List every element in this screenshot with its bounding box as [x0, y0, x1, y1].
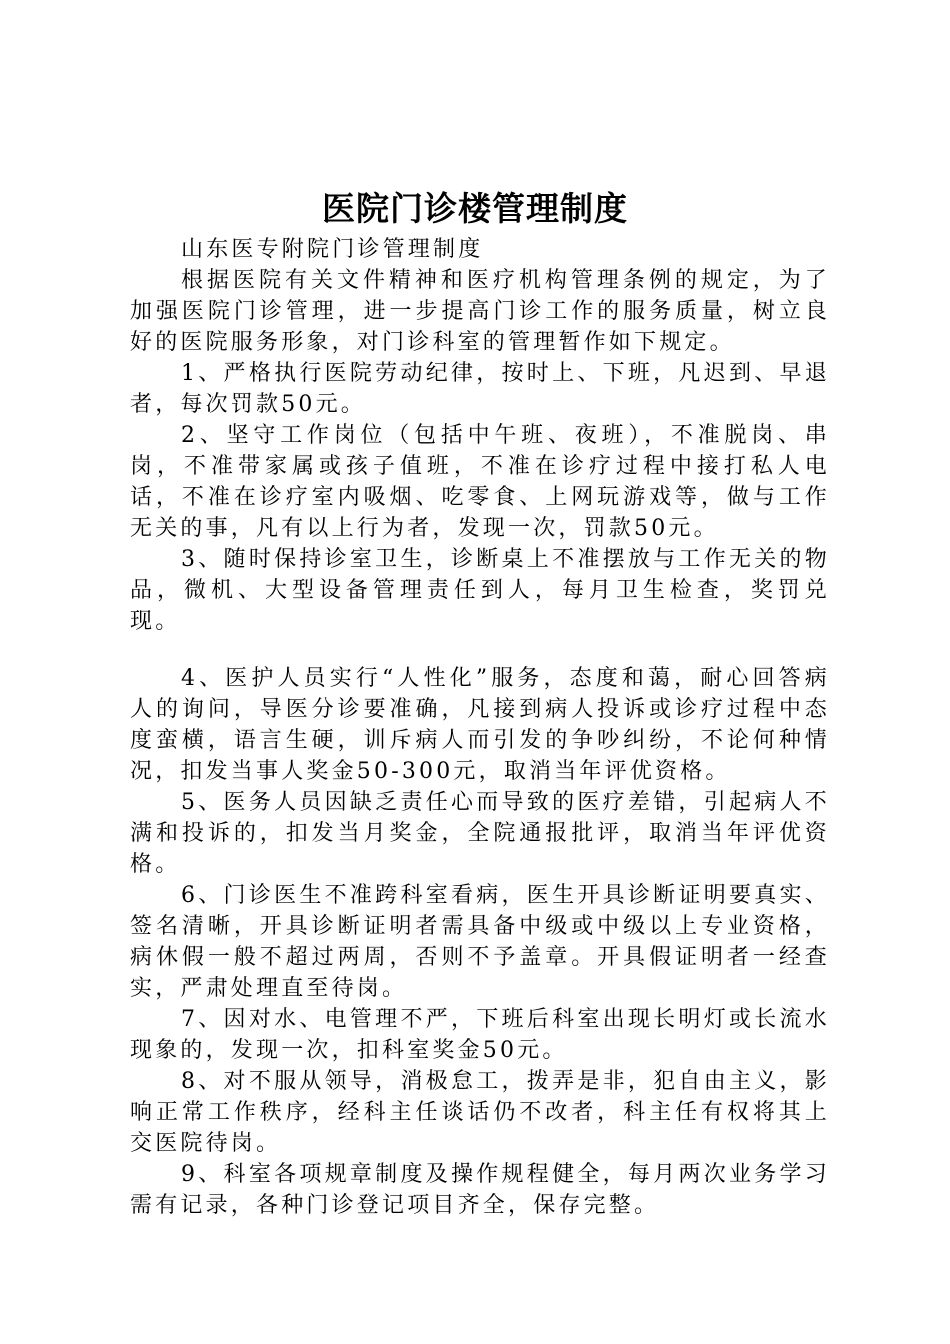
paragraph-rule-3: 3、随时保持诊室卫生，诊断桌上不准摆放与工作无关的物品，微机、大型设备管理责任到人，每月卫生检查，奖罚兑现。 [130, 547, 830, 634]
paragraph-subtitle: 山东医专附院门诊管理制度 [181, 237, 484, 262]
paragraph-rule-9: 9、科室各项规章制度及操作规程健全，每月两次业务学习需有记录，各种门诊登记项目齐全，保存完整。 [130, 1162, 830, 1218]
paragraph-rule-5: 5、医务人员因缺乏责任心而导致的医疗差错，引起病人不满和投诉的，扣发当月奖金，全院通报批评，取消当年评优资格。 [130, 790, 830, 877]
paragraph-rule-4: 4、医护人员实行“人性化”服务，态度和蔼，耐心回答病人的询问，导医分诊要准确，凡接到病人投诉或诊疗过程中态度蛮横，语言生硬，训斥病人而引发的争吵纠纷，不论何种情况，扣发当事人奖金50-300元，取消当年评优资格。 [130, 666, 830, 784]
document-title: 医院门诊楼管理制度 [322, 189, 628, 228]
document-body [130, 234, 830, 1221]
paragraph-rule-8: 8、对不服从领导，消极怠工，拨弄是非，犯自由主义，影响正常工作秩序，经科主任谈话仍不改者，科主任有权将其上交医院待岗。 [130, 1069, 830, 1156]
paragraph-rule-1: 1、严格执行医院劳动纪律，按时上、下班，凡迟到、早退者，每次罚款50元。 [130, 361, 830, 417]
paragraph-rule-7: 7、因对水、电管理不严，下班后科室出现长明灯或长流水现象的，发现一次，扣科室奖金50元。 [130, 1007, 830, 1063]
paragraph-rule-2: 2、坚守工作岗位（包括中午班、夜班），不准脱岗、串岗，不准带家属或孩子值班，不准在诊疗过程中接打私人电话，不准在诊疗室内吸烟、吃零食、上网玩游戏等，做与工作无关的事，凡有以上行为者，发现一次，罚款50元。 [130, 423, 830, 541]
paragraph-intro: 根据医院有关文件精神和医疗机构管理条例的规定，为了加强医院门诊管理，进一步提高门诊工作的服务质量，树立良好的医院服务形象，对门诊科室的管理暂作如下规定。 [130, 268, 830, 355]
paragraph-rule-6: 6、门诊医生不准跨科室看病，医生开具诊断证明要真实、签名清晰，开具诊断证明者需具备中级或中级以上专业资格，病休假一般不超过两周，否则不予盖章。开具假证明者一经查实，严肃处理直至待岗。 [130, 883, 830, 1001]
